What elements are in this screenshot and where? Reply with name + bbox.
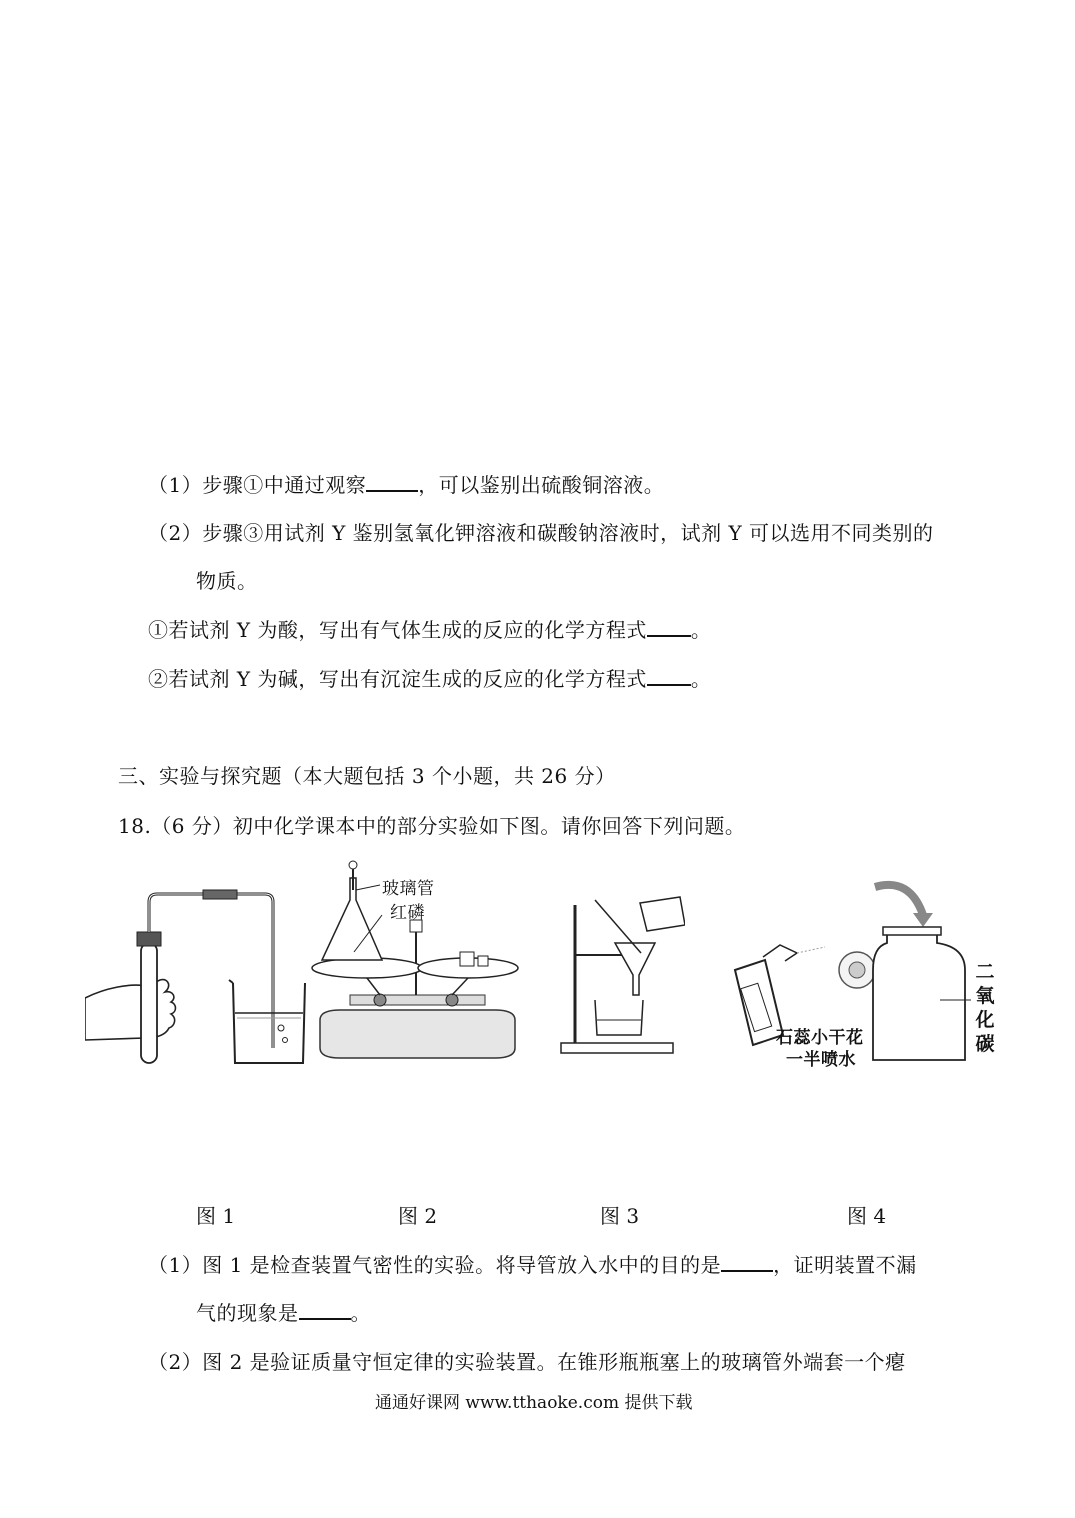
fig2-label-red-phosphorus: 红磷 <box>390 903 425 923</box>
q18-sub1-line2-text: 气的现象是 <box>196 1301 299 1325</box>
q18-sub1-text-end: ，证明装置不漏 <box>773 1253 917 1277</box>
q17-sub2b-end: 。 <box>690 667 712 691</box>
footer-credit: 通通好课网 www.tthaoke.com 提供下载 <box>375 1393 693 1413</box>
fig4-co2-char: 二 <box>975 961 995 983</box>
q17-sub2a-text: ①若试剂 Y 为酸，写出有气体生成的反应的化学方程式 <box>148 618 647 642</box>
fig4-label-flower-line1: 石蕊小干花 <box>776 1028 864 1048</box>
q18-sub1-line1 <box>148 1252 917 1278</box>
answer-blank <box>721 1252 773 1272</box>
q17-sub2a <box>148 617 711 643</box>
q18-sub1-line2-end: 。 <box>350 1301 371 1325</box>
q17-sub1-text-end: ，可以鉴别出硫酸铜溶液。 <box>418 473 665 497</box>
figure-label-1: 图 1 <box>196 1204 236 1228</box>
q17-sub2-line1: （2）步骤③用试剂 Y 鉴别氢氧化钾溶液和碳酸钠溶液时，试剂 Y 可以选用不同类别的 <box>148 521 934 545</box>
q18-sub2-line1: （2）图 2 是验证质量守恒定律的实验装置。在锥形瓶瓶塞上的玻璃管外端套一个瘪 <box>148 1350 906 1374</box>
q17-sub1 <box>148 472 664 498</box>
figure-label-4: 图 4 <box>847 1204 887 1228</box>
q17-sub2-line2: 物质。 <box>196 569 258 593</box>
fig4-co2-char: 化 <box>975 1009 995 1031</box>
figure-1-airtightness-diagram <box>85 888 315 1073</box>
q18-sub1-text: （1）图 1 是检查装置气密性的实验。将导管放入水中的目的是 <box>148 1253 722 1277</box>
answer-blank <box>647 617 691 637</box>
fig4-label-flower-line2: 一半喷水 <box>786 1050 856 1070</box>
answer-blank <box>647 666 691 686</box>
fig4-label-co2 <box>972 960 998 1056</box>
answer-blank <box>299 1300 351 1320</box>
figure-3-filtration-diagram <box>555 895 685 1060</box>
fig4-co2-char: 氧 <box>975 985 995 1007</box>
q18-intro: 18.（6 分）初中化学课本中的部分实验如下图。请你回答下列问题。 <box>118 814 746 838</box>
figure-label-2: 图 2 <box>398 1204 438 1228</box>
answer-blank <box>366 472 418 492</box>
q17-sub1-text: （1）步骤①中通过观察 <box>148 473 367 497</box>
fig4-co2-char: 碳 <box>975 1033 995 1055</box>
q18-sub1-line2 <box>196 1300 371 1326</box>
q17-sub2a-end: 。 <box>690 618 712 642</box>
section-heading: 三、实验与探究题（本大题包括 3 个小题，共 26 分） <box>118 764 616 788</box>
figure-label-3: 图 3 <box>600 1204 640 1228</box>
fig2-label-glass-tube: 玻璃管 <box>382 879 435 899</box>
q17-sub2b-text: ②若试剂 Y 为碱，写出有沉淀生成的反应的化学方程式 <box>148 667 647 691</box>
q17-sub2b <box>148 666 711 692</box>
